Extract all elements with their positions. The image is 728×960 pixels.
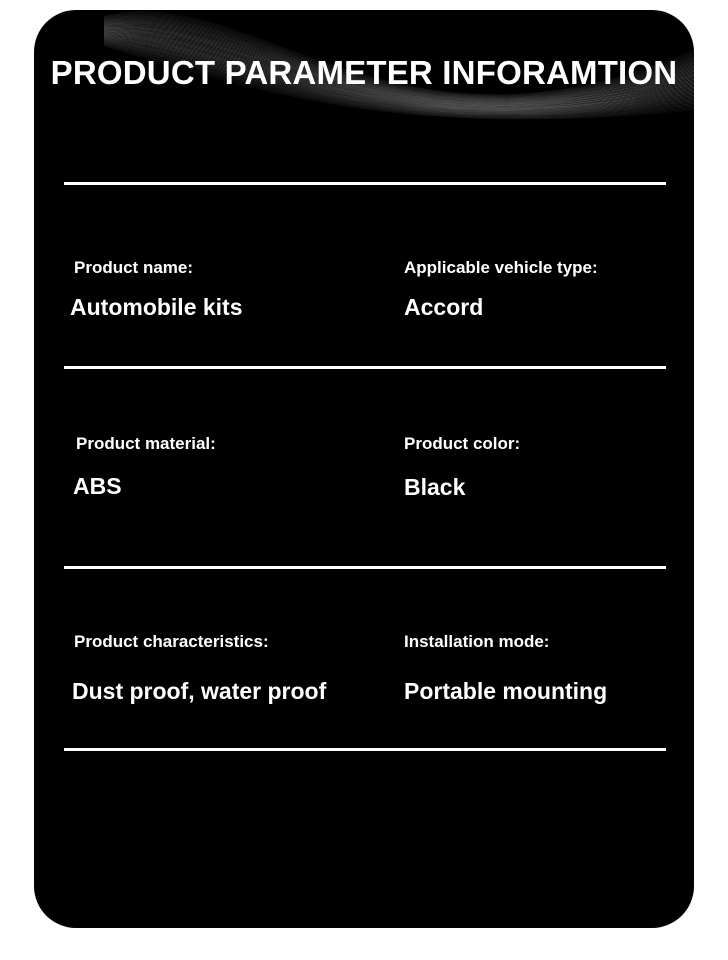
divider-1 xyxy=(64,366,666,369)
page-title: PRODUCT PARAMETER INFORAMTION xyxy=(50,54,678,91)
param-label-installation: Installation mode: xyxy=(404,632,550,651)
param-value-color: Black xyxy=(404,474,466,500)
param-label-vehicle-type: Applicable vehicle type: xyxy=(404,258,598,277)
param-label-material: Product material: xyxy=(76,434,216,453)
param-value-product-name: Automobile kits xyxy=(70,294,243,320)
param-value-material: ABS xyxy=(73,473,122,499)
divider-2 xyxy=(64,566,666,569)
param-label-product-name: Product name: xyxy=(74,258,194,277)
param-value-characteristics: Dust proof, water proof xyxy=(72,678,327,704)
wave-decoration xyxy=(34,10,694,210)
divider-top xyxy=(64,182,666,185)
param-label-color: Product color: xyxy=(404,434,521,453)
divider-bottom xyxy=(64,748,666,751)
param-label-characteristics: Product characteristics: xyxy=(74,632,269,651)
param-value-vehicle-type: Accord xyxy=(404,294,484,320)
param-value-installation: Portable mounting xyxy=(404,678,608,704)
parameter-card xyxy=(34,10,694,928)
